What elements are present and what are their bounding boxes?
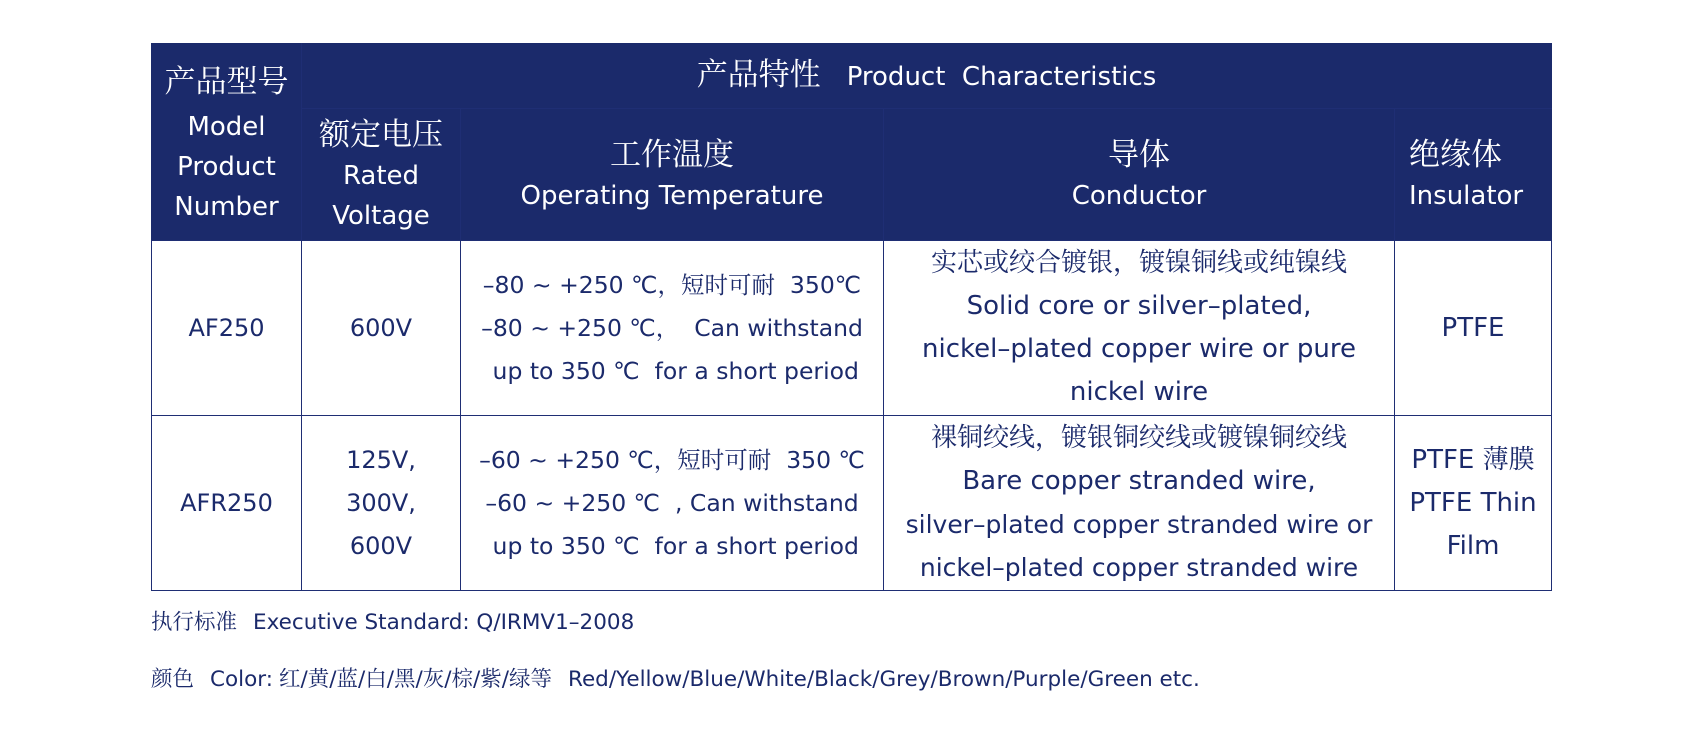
conductor-line-4: nickel wire	[1069, 377, 1209, 407]
table-row	[152, 241, 1552, 416]
voltage-header-en-2: Voltage	[332, 200, 430, 231]
conductor-line-1: 实芯或绞合镀银，镀镍铜线或纯镍线	[930, 248, 1347, 278]
voltage-value-1: 125V,	[346, 445, 416, 474]
characteristics-header-zh: 产品特性	[696, 57, 821, 93]
voltage-cell	[302, 241, 461, 416]
temperature-line-2: –60 ~ +250 ℃ , Can withstand	[485, 488, 859, 517]
model-header-zh: 产品型号	[164, 64, 289, 100]
temperature-header	[461, 109, 884, 241]
insulator-cell	[1395, 416, 1552, 591]
conductor-line-3: silver–plated copper stranded wire or	[905, 510, 1373, 539]
voltage-value-2: 300V,	[346, 488, 416, 517]
temperature-cell	[461, 241, 884, 416]
table-row	[152, 416, 1552, 591]
voltage-header-en-1: Rated	[342, 160, 420, 191]
color-label-en: Color:	[210, 667, 274, 692]
voltage-cell	[302, 416, 461, 591]
temperature-header-zh: 工作温度	[610, 136, 734, 173]
temperature-line-2: –80 ~ +250 ℃， Can withstand	[481, 313, 863, 342]
model-value: AF250	[188, 313, 265, 342]
model-cell	[152, 241, 302, 416]
insulator-cell	[1395, 241, 1552, 416]
color-label-zh: 颜色	[151, 667, 195, 692]
temperature-line-1: –80 ~ +250 ℃，短时可耐 350℃	[482, 270, 862, 299]
executive-standard-label-zh: 执行标准	[151, 610, 238, 635]
conductor-cell	[884, 241, 1395, 416]
conductor-line-3: nickel–plated copper wire or pure	[922, 334, 1356, 364]
conductor-header-zh: 导体	[1108, 136, 1170, 173]
executive-standard-text: Executive Standard: Q/IRMV1–2008	[253, 610, 635, 635]
conductor-line-2: Bare copper stranded wire,	[962, 466, 1316, 496]
conductor-line-4: nickel–plated copper stranded wire	[919, 553, 1359, 582]
model-cell	[152, 416, 302, 591]
insulator-value: PTFE	[1441, 312, 1505, 343]
conductor-header-en: Conductor	[1071, 180, 1207, 211]
color-values-en: Red/Yellow/Blue/White/Black/Grey/Brown/Purple/Green etc.	[567, 667, 1200, 692]
temperature-cell	[461, 416, 884, 591]
voltage-header-zh: 额定电压	[319, 116, 443, 153]
executive-standard-note	[151, 605, 634, 636]
voltage-value-3: 600V	[349, 531, 413, 560]
model-header-en-2: Product	[177, 152, 276, 182]
conductor-line-1: 裸铜绞线，镀银铜绞线或镀镍铜绞线	[930, 423, 1347, 453]
temperature-line-3: up to 350 ℃ for a short period	[485, 356, 859, 385]
model-header-en-1: Model	[187, 112, 266, 142]
insulator-value-2: PTFE Thin	[1409, 487, 1537, 518]
voltage-header	[302, 109, 461, 241]
temperature-header-en: Operating Temperature	[520, 180, 824, 211]
conductor-cell	[884, 416, 1395, 591]
temperature-line-3: up to 350 ℃ for a short period	[485, 531, 859, 560]
model-value: AFR250	[180, 488, 273, 517]
insulator-header	[1395, 109, 1552, 241]
model-header	[152, 44, 302, 241]
insulator-value-3: Film	[1446, 530, 1500, 561]
temperature-line-1: –60 ~ +250 ℃，短时可耐 350 ℃	[479, 445, 865, 474]
insulator-header-en: Insulator	[1409, 180, 1524, 211]
spec-table	[151, 43, 1552, 591]
conductor-line-2: Solid core or silver–plated,	[966, 291, 1312, 321]
color-note	[151, 662, 1200, 693]
insulator-value-1: PTFE 薄膜	[1411, 444, 1535, 475]
insulator-header-zh: 绝缘体	[1409, 136, 1502, 173]
characteristics-header-en: Product Characteristics	[846, 62, 1157, 92]
model-header-en-3: Number	[174, 192, 279, 222]
voltage-value: 600V	[349, 313, 413, 342]
characteristics-header	[302, 44, 1552, 109]
color-values-zh: 红/黄/蓝/白/黑/灰/棕/紫/绿等	[279, 667, 552, 692]
conductor-header	[884, 109, 1395, 241]
